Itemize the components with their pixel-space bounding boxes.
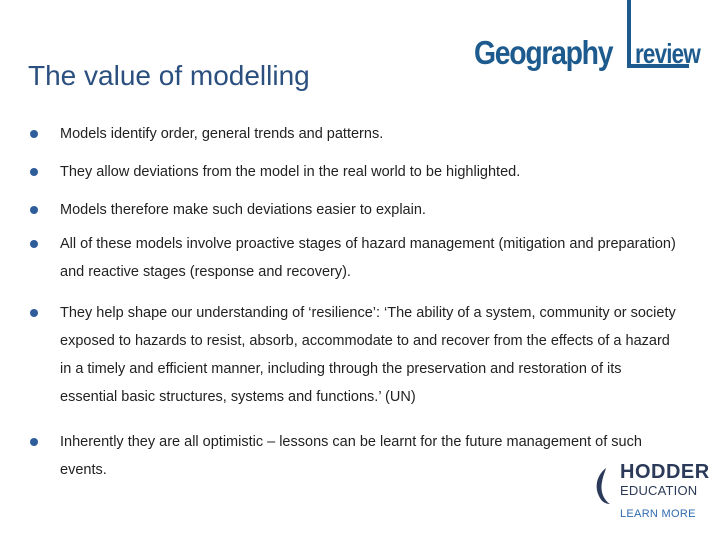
bullet-item [30, 299, 680, 411]
bullet-item [30, 120, 680, 148]
bullet-dot-icon [30, 168, 38, 176]
bullet-dot-icon [30, 240, 38, 248]
hodder-education-logo [590, 458, 710, 524]
bullet-dot-icon [30, 309, 38, 317]
bullet-text: They allow deviations from the model in the real world to be highlighted. [60, 164, 521, 180]
bullet-item [30, 230, 680, 286]
hodder-name: HODDER [620, 461, 710, 483]
bullet-item [30, 158, 680, 186]
bullet-dot-icon [30, 438, 38, 446]
bullet-item [30, 196, 680, 224]
hodder-sub: EDUCATION [620, 483, 698, 498]
logo-word-geography: Geography [474, 34, 613, 71]
bullet-dot-icon [30, 130, 38, 138]
hodder-tagline: LEARN MORE [620, 508, 696, 520]
bullet-text: They help shape our understanding of ‘resilience’: ‘The ability of a system, community or society exposed to hazards to resist, absorb, accommodate to and recover from the effects of a hazard in a timely and efficient manner, including through the preservation and restoration of its essential basic structures, systems and functions.’ (UN) [60, 305, 676, 405]
hodder-mark-icon [590, 466, 614, 506]
bullet-text: All of these models involve proactive stages of hazard management (mitigation and preparation) and reactive stages (response and recovery). [60, 236, 676, 280]
logo-bar [627, 0, 631, 68]
slide-title: The value of modelling [28, 60, 310, 91]
bullet-text: Models therefore make such deviations easier to explain. [60, 202, 426, 218]
bullet-dot-icon [30, 206, 38, 214]
bullet-text: Models identify order, general trends and patterns. [60, 126, 384, 142]
bullet-item [30, 428, 650, 484]
geography-review-logo [474, 0, 720, 90]
logo-word-review: review [635, 38, 700, 69]
bullet-text: Inherently they are all optimistic – lessons can be learnt for the future management of such events. [60, 434, 642, 478]
